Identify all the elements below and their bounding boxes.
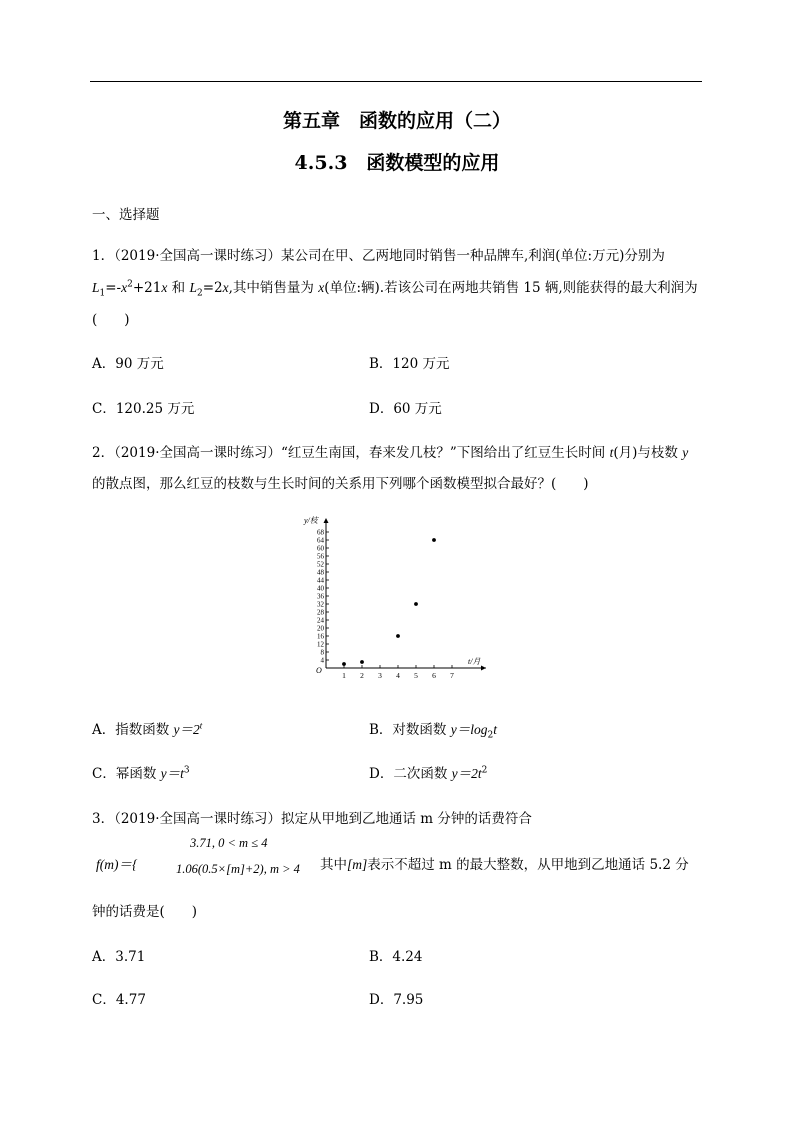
option-a[interactable] bbox=[92, 718, 202, 738]
option-text: 60 万元 bbox=[393, 401, 442, 417]
question-3-line-3: 钟的话费是( ) bbox=[92, 904, 198, 920]
y-tick-label: 24 bbox=[317, 616, 324, 625]
option-text: 幂函数 bbox=[115, 766, 161, 782]
stem-text: “红豆生南国，春来发几枝？”下图给出了红豆生长时间 bbox=[281, 445, 610, 461]
option-label: A． bbox=[92, 722, 116, 738]
option-label: D． bbox=[369, 401, 394, 417]
formula-L2: L bbox=[189, 280, 197, 295]
y-tick-label: 16 bbox=[317, 632, 324, 641]
x-tick-label: 6 bbox=[432, 671, 436, 680]
option-c[interactable] bbox=[92, 988, 146, 1008]
formula-sup: 2 bbox=[127, 279, 133, 290]
option-a[interactable] bbox=[92, 945, 145, 965]
question-source: （2019·全国高一课时练习） bbox=[114, 445, 281, 461]
stem-text: 表示不超过 m 的最大整数，从甲地到乙地通话 5.2 分 bbox=[367, 857, 689, 873]
question-source: （2019·全国高一课时练习） bbox=[114, 811, 281, 827]
scatter-point bbox=[342, 662, 346, 666]
option-d[interactable] bbox=[369, 397, 442, 417]
y-tick-label: 40 bbox=[317, 584, 324, 593]
section-title: 4.5.3 函数模型的应用 bbox=[294, 152, 500, 174]
formula-var: t bbox=[609, 445, 614, 460]
option-text: 3.71 bbox=[115, 949, 146, 965]
y-tick-label: 44 bbox=[317, 576, 324, 585]
stem-text: 拟定从甲地到乙地通话 m 分钟的话费符合 bbox=[281, 811, 532, 827]
stem-text: ,其中销售量为 bbox=[228, 280, 319, 296]
y-axis-label: y/枝 bbox=[304, 516, 318, 525]
scatter-point bbox=[360, 660, 364, 664]
option-text: 指数函数 bbox=[115, 722, 174, 738]
option-b[interactable] bbox=[369, 352, 449, 372]
option-label: C． bbox=[92, 992, 116, 1008]
y-tick-label: 32 bbox=[317, 600, 324, 609]
question-source: （2019·全国高一课时练习） bbox=[114, 248, 281, 264]
x-tick-label: 2 bbox=[360, 671, 364, 680]
conjunction: 和 bbox=[167, 280, 190, 296]
option-label: B． bbox=[369, 949, 393, 965]
option-text: 4.24 bbox=[392, 949, 423, 965]
x-axis-arrow bbox=[481, 666, 486, 671]
formula-part: +21 bbox=[132, 280, 162, 296]
formula-part: =2 bbox=[202, 280, 223, 296]
formula-sup: t bbox=[199, 720, 203, 731]
option-text: 120.25 万元 bbox=[115, 401, 195, 417]
formula-sup: 2 bbox=[481, 765, 488, 776]
formula-var: x bbox=[222, 280, 229, 295]
header-rule bbox=[90, 81, 702, 82]
option-label: B． bbox=[369, 356, 393, 372]
question-number: 1． bbox=[92, 248, 115, 264]
stem-text: 其中 bbox=[320, 857, 347, 873]
piecewise-case-1: 3.71, 0 < m ≤ 4 bbox=[190, 836, 268, 850]
scatter-point bbox=[432, 538, 436, 542]
y-tick-label: 48 bbox=[317, 568, 324, 577]
formula-sub: 2 bbox=[487, 730, 494, 741]
x-axis-label: t/月 bbox=[468, 657, 481, 666]
option-text: 对数函数 bbox=[392, 722, 451, 738]
question-1-line-1 bbox=[92, 244, 665, 264]
y-axis-arrow bbox=[324, 518, 329, 523]
question-2-line-2: 的散点图，那么红豆的枝数与生长时间的关系用下列哪个函数模型拟合最好？( ) bbox=[92, 476, 589, 492]
scatter-point bbox=[414, 602, 418, 606]
option-formula: y＝log bbox=[450, 722, 488, 737]
piecewise-function-lhs: f(m)＝{ bbox=[96, 857, 138, 872]
question-2-line-1 bbox=[92, 441, 688, 461]
formula-var: x bbox=[121, 280, 128, 295]
piecewise-case-2: 1.06(0.5×[m]+2), m > 4 bbox=[176, 862, 300, 876]
question-3-line-1 bbox=[92, 807, 532, 827]
floor-notation: [m] bbox=[347, 857, 368, 872]
formula-part: =- bbox=[105, 280, 122, 296]
formula-var: x bbox=[318, 280, 325, 295]
option-formula: y＝2t bbox=[451, 766, 482, 781]
x-tick-label: 5 bbox=[414, 671, 418, 680]
formula-sub: 1 bbox=[99, 288, 106, 299]
section-heading: 一、选择题 bbox=[92, 207, 160, 223]
option-formula: y＝2 bbox=[173, 722, 200, 737]
y-tick-label: 28 bbox=[317, 608, 324, 617]
option-c[interactable] bbox=[92, 762, 190, 782]
scatter-point bbox=[396, 634, 400, 638]
option-formula: y＝t bbox=[160, 766, 184, 781]
option-b[interactable] bbox=[369, 718, 497, 741]
question-number: 2． bbox=[92, 445, 115, 461]
option-label: D． bbox=[369, 992, 394, 1008]
y-tick-label: 12 bbox=[317, 640, 324, 649]
origin-label: O bbox=[316, 666, 322, 675]
formula-var: y bbox=[682, 445, 689, 460]
y-tick-label: 60 bbox=[317, 544, 324, 553]
option-label: B． bbox=[369, 722, 393, 738]
option-text: 90 万元 bbox=[115, 356, 164, 372]
y-tick-label: 20 bbox=[317, 624, 324, 633]
y-tick-label: 52 bbox=[317, 560, 324, 569]
option-text: 4.77 bbox=[115, 992, 146, 1008]
y-tick-label: 4 bbox=[320, 656, 324, 665]
stem-text: (月)与枝数 bbox=[613, 445, 683, 461]
x-tick-label: 3 bbox=[378, 671, 382, 680]
option-a[interactable] bbox=[92, 352, 164, 372]
option-label: D． bbox=[369, 766, 394, 782]
scatter-chart bbox=[296, 516, 496, 688]
option-c[interactable] bbox=[92, 397, 194, 417]
option-text: 120 万元 bbox=[392, 356, 450, 372]
x-tick-label: 1 bbox=[342, 671, 346, 680]
formula-L1: L bbox=[92, 280, 100, 295]
formula-sup: 3 bbox=[183, 765, 190, 776]
question-3-line-2 bbox=[320, 853, 689, 873]
option-b[interactable] bbox=[369, 945, 422, 965]
question-stem: 某公司在甲、乙两地同时销售一种品牌车,利润(单位:万元)分别为 bbox=[281, 248, 665, 264]
option-text: 7.95 bbox=[393, 992, 424, 1008]
formula-var: t bbox=[493, 722, 497, 737]
option-label: A． bbox=[92, 949, 116, 965]
question-1-line-2 bbox=[92, 276, 698, 299]
x-tick-label: 7 bbox=[450, 671, 454, 680]
option-d[interactable] bbox=[369, 762, 487, 782]
option-label: A． bbox=[92, 356, 116, 372]
y-tick-label: 68 bbox=[317, 528, 324, 537]
formula-sub: 2 bbox=[196, 288, 203, 299]
y-tick-label: 36 bbox=[317, 592, 324, 601]
y-tick-label: 56 bbox=[317, 552, 324, 561]
x-tick-label: 4 bbox=[396, 671, 400, 680]
option-text: 二次函数 bbox=[393, 766, 452, 782]
option-label: C． bbox=[92, 766, 116, 782]
option-d[interactable] bbox=[369, 988, 423, 1008]
chapter-title: 第五章 函数的应用（二） bbox=[282, 110, 511, 132]
y-tick-label: 8 bbox=[320, 648, 324, 657]
answer-blank: ( ) bbox=[92, 312, 130, 328]
question-number: 3． bbox=[92, 811, 115, 827]
stem-text: (单位:辆).若该公司在两地共销售 15 辆,则能获得的最大利润为 bbox=[324, 280, 698, 296]
option-label: C． bbox=[92, 401, 116, 417]
formula-var: x bbox=[161, 280, 168, 295]
y-tick-label: 64 bbox=[317, 536, 324, 545]
